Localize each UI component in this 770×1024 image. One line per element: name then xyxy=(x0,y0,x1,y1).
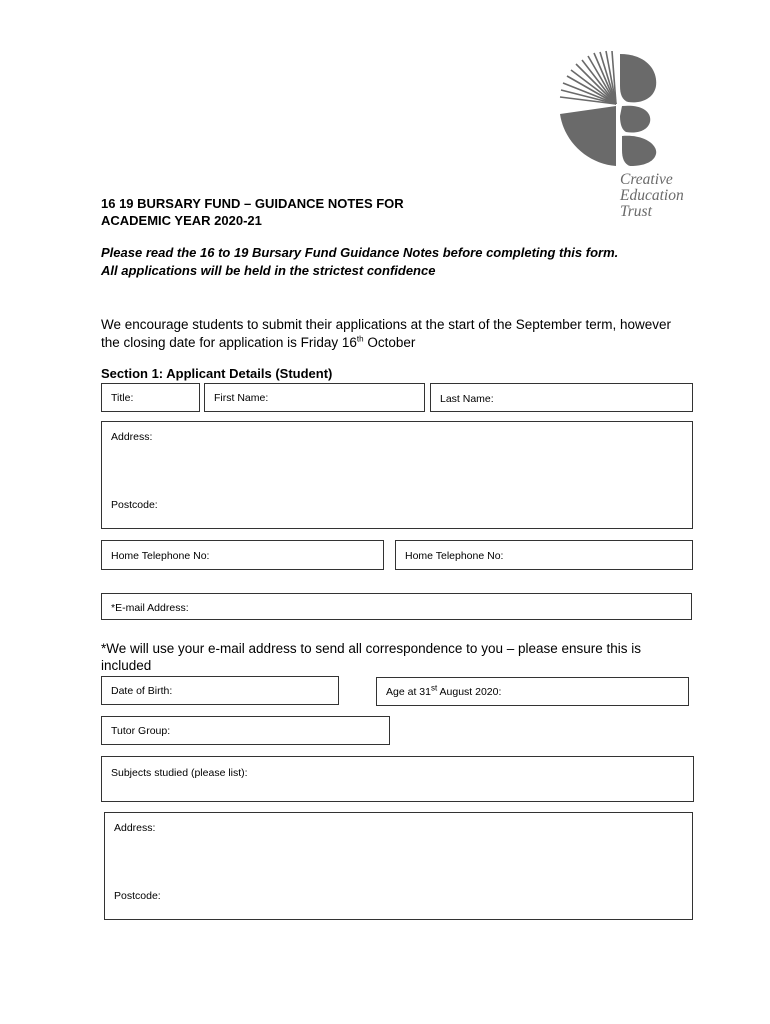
creative-education-trust-logo xyxy=(558,50,663,168)
address-field-2[interactable] xyxy=(104,812,693,920)
email-label: *E-mail Address: xyxy=(111,602,189,614)
guidance-note: Please read the 16 to 19 Bursary Fund Guidance Notes before completing this form. All applications will be held in the strictest confidence xyxy=(101,245,619,278)
address-label: Address: xyxy=(111,431,153,443)
first-name-label: First Name: xyxy=(214,392,269,404)
home-telephone-field-1[interactable] xyxy=(101,540,384,570)
title-field[interactable] xyxy=(101,383,200,412)
date-of-birth-label: Date of Birth: xyxy=(111,685,173,697)
tutor-group-label: Tutor Group: xyxy=(111,725,171,737)
date-of-birth-field[interactable] xyxy=(101,676,339,705)
title-label: Title: xyxy=(111,392,134,404)
first-name-field[interactable] xyxy=(204,383,425,412)
intro-paragraph: We encourage students to submit their applications at the start of the September term, however the closing date for application is Friday 16th October xyxy=(101,317,672,350)
last-name-label: Last Name: xyxy=(440,393,494,405)
postcode-label: Postcode: xyxy=(111,499,158,511)
home-telephone-label-2: Home Telephone No: xyxy=(405,550,504,562)
last-name-field[interactable] xyxy=(430,383,693,412)
logo-line-trust: Trust xyxy=(620,203,652,220)
address-field[interactable] xyxy=(101,421,693,529)
logo-line-education: Education xyxy=(620,187,684,204)
email-field[interactable] xyxy=(101,593,692,620)
logo-wordmark xyxy=(620,172,730,220)
postcode-label-2: Postcode: xyxy=(114,890,161,902)
email-notice: *We will use your e-mail address to send all correspondence to you – please ensure this is included xyxy=(101,641,642,673)
logo-line-creative: Creative xyxy=(620,171,673,188)
document-title: 16 19 BURSARY FUND – GUIDANCE NOTES FOR ACADEMIC YEAR 2020-21 xyxy=(101,196,404,228)
age-label: Age at 31st August 2020: xyxy=(386,683,502,698)
tutor-group-field[interactable] xyxy=(101,716,390,745)
address-label-2: Address: xyxy=(114,822,156,834)
subjects-field[interactable] xyxy=(101,756,694,802)
subjects-label: Subjects studied (please list): xyxy=(111,767,248,779)
home-telephone-label-1: Home Telephone No: xyxy=(111,550,210,562)
home-telephone-field-2[interactable] xyxy=(395,540,693,570)
section-1-heading: Section 1: Applicant Details (Student) xyxy=(101,366,333,381)
age-field[interactable] xyxy=(376,677,689,706)
